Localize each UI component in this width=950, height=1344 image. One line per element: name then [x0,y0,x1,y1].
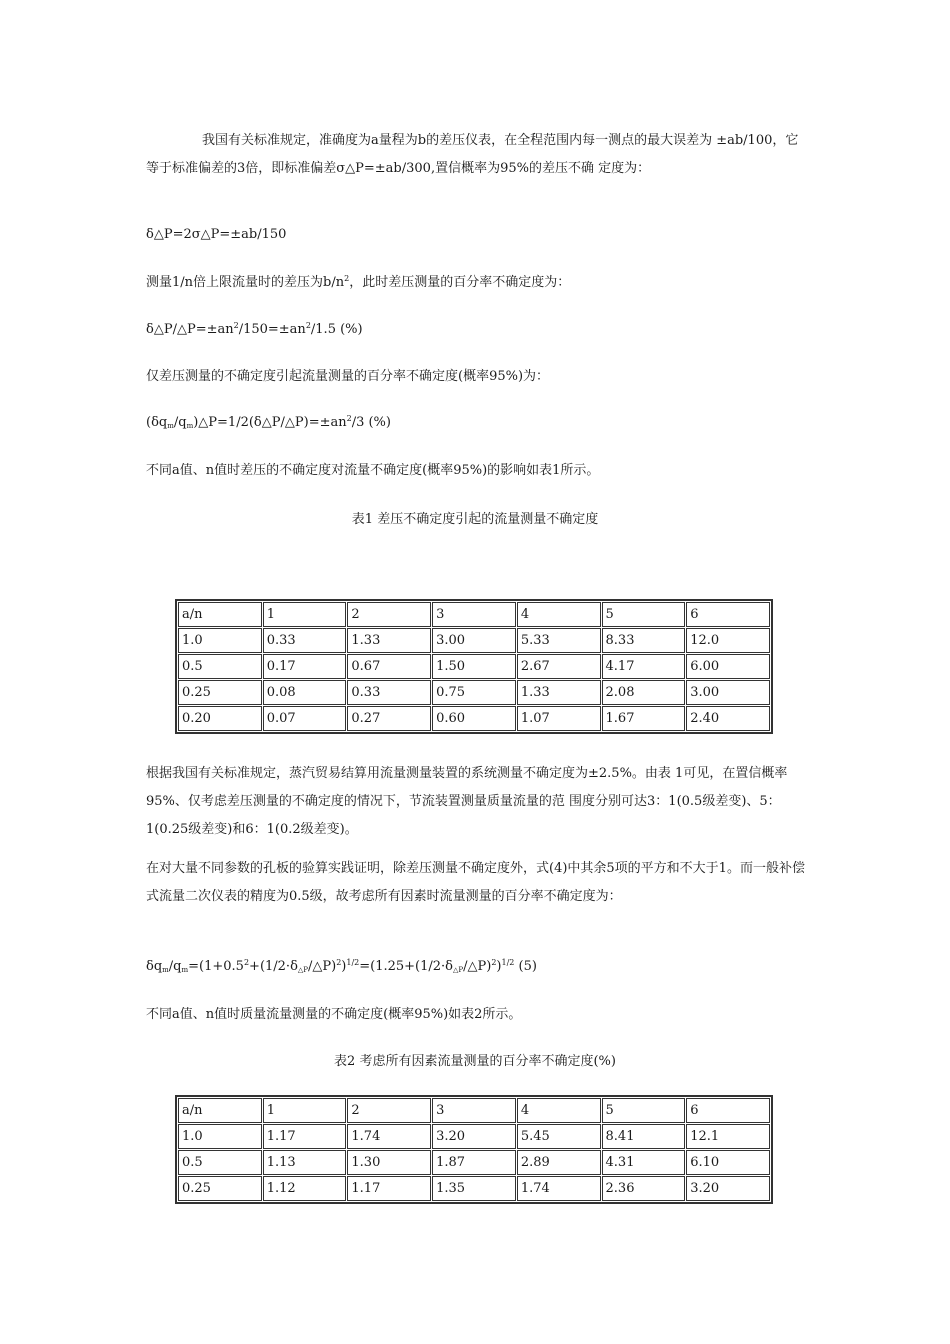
table-cell: 0.20 [178,706,262,731]
paragraph-standard-system: 根据我国有关标准规定，蒸汽贸易结算用流量测量装置的系统测量不确定度为±2.5%。由表 1可见，在置信概率95%、仅考虑差压测量的不确定度的情况下，节流装置测量质量流量的范 围度分别可达3：1(0.5级差变)、5：1(0.25级差变)和6：1(0.2级差变)。 [146,766,788,837]
table-cell: 6.10 [686,1150,770,1175]
table-row [178,654,770,679]
table-cell: 0.5 [178,654,262,679]
table-cell: 0.33 [347,680,431,705]
table-cell: 4.31 [602,1150,686,1175]
table-cell: 2.40 [686,706,770,731]
table-row [178,706,770,731]
table-row [178,628,770,653]
paragraph-flow-uncertainty: 仅差压测量的不确定度引起流量测量的百分率不确定度(概率95%)为： [146,369,550,384]
table-cell: 1.07 [517,706,601,731]
table-cell: 1.0 [178,628,262,653]
table-cell: 4.17 [602,654,686,679]
table-cell: 3.00 [432,628,516,653]
table-cell: 5.33 [517,628,601,653]
table-header-cell: 6 [686,602,770,627]
table-cell: 1.87 [432,1150,516,1175]
table-cell: 0.25 [178,680,262,705]
paragraph-table2-intro: 不同a值、n值时质量流量测量的不确定度(概率95%)如表2所示。 [146,1007,522,1022]
table-header-cell: 6 [686,1098,770,1123]
table-header-cell: 3 [432,602,516,627]
table-cell: 1.74 [347,1124,431,1149]
table-header-cell: 5 [602,1098,686,1123]
table-cell: 0.67 [347,654,431,679]
table-header-cell: 2 [347,1098,431,1123]
table-cell: 5.45 [517,1124,601,1149]
table-cell: 2.67 [517,654,601,679]
equation-delta-p: δ△P=2σ△P=±ab/150 [146,227,287,242]
table-cell: 8.33 [602,628,686,653]
table-cell: 0.5 [178,1150,262,1175]
table2-caption: 表2 考虑所有因素流量测量的百分率不确定度(%) [334,1054,616,1069]
table-cell: 1.12 [263,1176,347,1201]
table-cell: 2.89 [517,1150,601,1175]
table-cell: 8.41 [602,1124,686,1149]
table-cell: 12.1 [686,1124,770,1149]
table-header-cell: 5 [602,602,686,627]
table-cell: 3.00 [686,680,770,705]
table2 [175,1095,773,1204]
table-cell: 1.35 [432,1176,516,1201]
table-cell: 1.13 [263,1150,347,1175]
paragraph-table1-intro: 不同a值、n值时差压的不确定度对流量不确定度(概率95%)的影响如表1所示。 [146,463,600,478]
table-cell: 6.00 [686,654,770,679]
table-cell: 0.33 [263,628,347,653]
equation-relative-uncertainty: $\delta\triangle P/\triangle P=\pm an^2/150=\pm an^2/1.5$ (%) [146,321,363,337]
table-cell: 1.0 [178,1124,262,1149]
table-header-row [178,602,770,627]
table-header-cell: 1 [263,602,347,627]
equation-5: $\delta q_m/q_m=(1+0.5^2+(1/2\cdot\delta_{\triangle P}/\triangle P)^2)^{1/2}=(1.25+(1/2\cdot\delta_{\triangle P}/\triangle P)^2)^{1/2}$ (5) [146,958,537,974]
table-cell: 3.20 [432,1124,516,1149]
table-cell: 0.07 [263,706,347,731]
table-row [178,680,770,705]
table-cell: 0.60 [432,706,516,731]
table-cell: 12.0 [686,628,770,653]
paragraph-differential-pressure: 测量1/n倍上限流量时的差压为$b/n^2$，此时差压测量的百分率不确定度为： [146,274,571,290]
table-cell: 1.30 [347,1150,431,1175]
table-header-cell: 2 [347,602,431,627]
table-header-cell: a/n [178,602,262,627]
table-row [178,1150,770,1175]
table-cell: 0.08 [263,680,347,705]
table-header-cell: 4 [517,1098,601,1123]
table-header-cell: 1 [263,1098,347,1123]
table-cell: 2.36 [602,1176,686,1201]
table-cell: 1.33 [347,628,431,653]
table-cell: 0.27 [347,706,431,731]
table1 [175,599,773,734]
equation-flow-uncertainty: $(\delta q_m/q_m)\triangle P=1/2(\delta\triangle P/\triangle P)=\pm an^2/3$ (%) [146,414,391,430]
table-row [178,1176,770,1201]
table-cell: 1.67 [602,706,686,731]
table-cell: 2.08 [602,680,686,705]
table-cell: 1.50 [432,654,516,679]
table-cell: 0.75 [432,680,516,705]
table-cell: 1.17 [347,1176,431,1201]
paragraph-orifice-verification: 在对大量不同参数的孔板的验算实践证明，除差压测量不确定度外，式(4)中其余5项的平方和不大于1。而一般补偿式流量二次仪表的精度为0.5级，故考虑所有因素时流量测量的百分率不确定度为： [146,861,805,904]
table1-caption: 表1 差压不确定度引起的流量测量不确定度 [351,512,599,527]
table-header-cell: 4 [517,602,601,627]
table-cell: 1.17 [263,1124,347,1149]
table-cell: 0.17 [263,654,347,679]
table-header-cell: a/n [178,1098,262,1123]
table-cell: 0.25 [178,1176,262,1201]
table-row [178,1124,770,1149]
paragraph-standard-accuracy: 我国有关标准规定，准确度为a量程为b的差压仪表，在全程范围内每一测点的最大误差为 ±ab/100，它等于标准偏差的3倍，即标准偏差σ△P=±ab/300,置信概率为95%的差压不确 定度为： [146,133,799,176]
table-header-row [178,1098,770,1123]
table-cell: 1.74 [517,1176,601,1201]
table-cell: 1.33 [517,680,601,705]
table-header-cell: 3 [432,1098,516,1123]
table-cell: 3.20 [686,1176,770,1201]
